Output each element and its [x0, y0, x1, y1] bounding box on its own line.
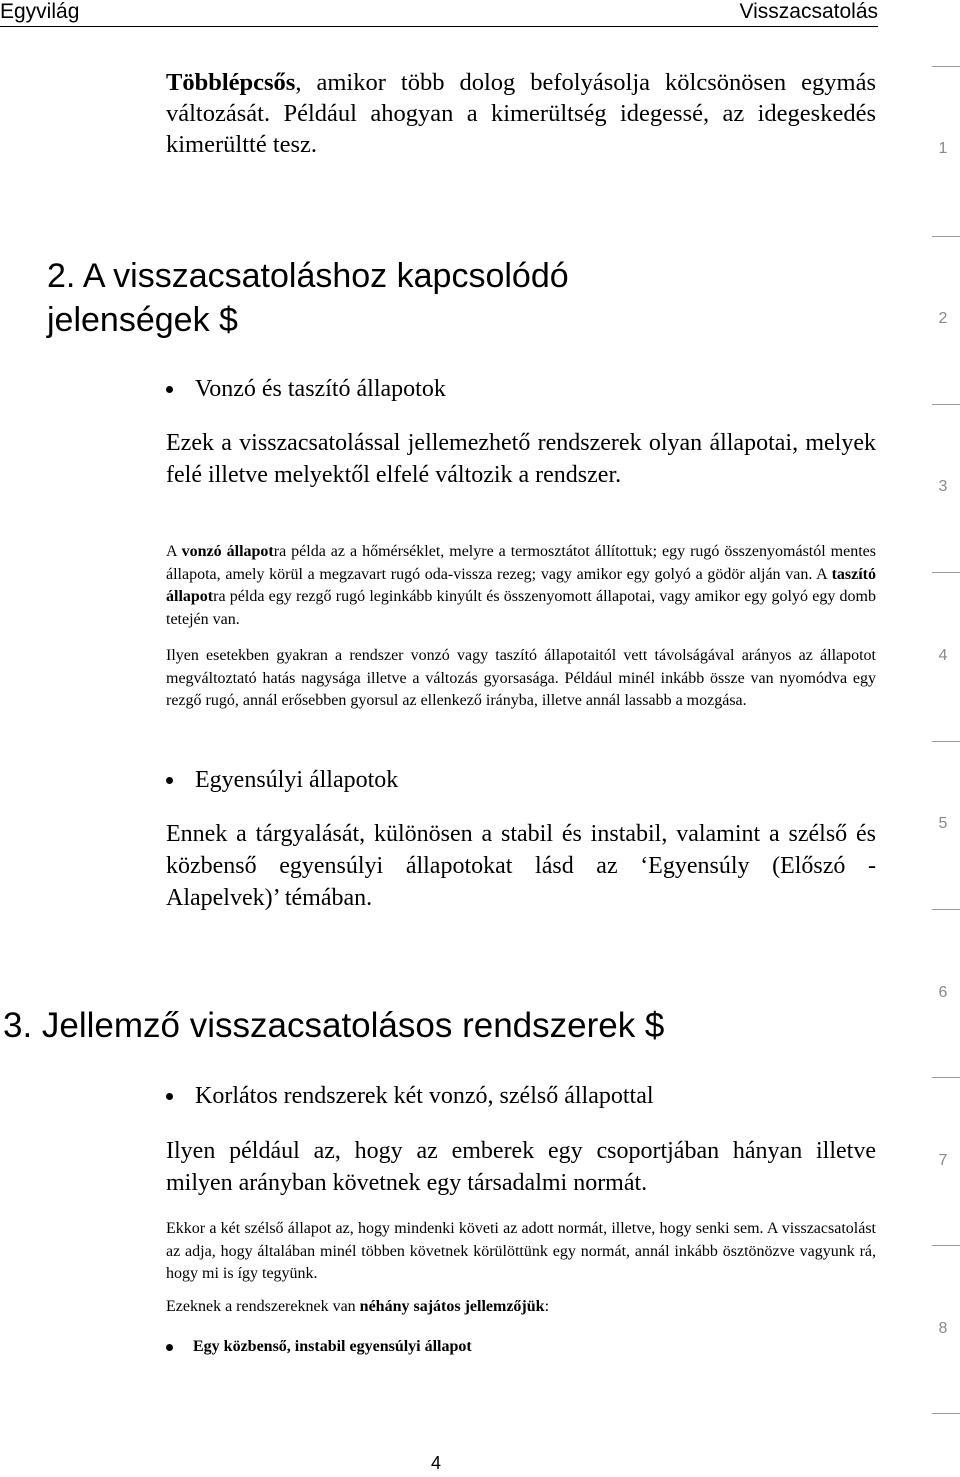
ruler-tick: [932, 909, 960, 910]
bullet-attracting-repelling: [166, 374, 446, 404]
ruler-tick: [932, 1077, 960, 1078]
paragraph-norm-example: Ilyen például az, hogy az emberek egy csoportjában hányan illetve milyen arányban követnek egy társadalmi normát.: [166, 1138, 876, 1196]
ruler-tick: [932, 741, 960, 742]
ruler-tick: [932, 236, 960, 237]
ruler-number: 3: [938, 478, 948, 495]
text-a: Ezeknek a rendszereknek van: [166, 1298, 360, 1315]
ruler-number: 1: [938, 140, 948, 157]
ruler-number: 8: [938, 1320, 948, 1337]
paragraph-states: Ezek a visszacsatolással jellemezhető rendszerek olyan állapotai, melyek felé illetve melyektől elfelé változik a rendszer.: [166, 430, 876, 488]
ruler-tick: [932, 404, 960, 405]
paragraph-extreme-states: Ekkor a két szélső állapot az, hogy mindenki követi az adott normát, illetve, hogy senki sem. A visszacsatolást az adja, hogy általában minél többen követnek körülöttünk egy normát, annál inkább ösztönözve vagyunk rá, hogy mi is így tegyünk.: [166, 1220, 876, 1282]
paragraph-equilibrium: Ennek a tárgyalását, különösen a stabil és instabil, valamint a szélső és közbenső egyensúlyi állapotokat lásd az ‘Egyensúly (Előszó - Alapelvek)’ témában.: [166, 821, 876, 911]
term-attracting-state: vonzó állapot: [181, 543, 274, 560]
ruler-number: 7: [938, 1152, 948, 1169]
bullet-icon: [166, 1093, 173, 1100]
term-characteristics: néhány sajátos jellemzőjük: [359, 1298, 545, 1315]
ruler-tick: [932, 66, 960, 67]
section-2-heading-line2: jelenségek $: [47, 301, 238, 339]
header-right: Visszacsatolás: [739, 0, 878, 23]
text-c: ra példa az a hőmérséklet, melyre a termosztátot állítottuk; egy rugó összenyomástól mentes állapota, amely körül a megzavart rugó oda-vissza rezeg; vagy amikor egy golyó a gödör alján van. A: [166, 543, 877, 583]
bullet-icon: [166, 386, 173, 393]
section-3-heading: 3. Jellemző visszacsatolásos rendszerek $: [3, 1006, 665, 1045]
bullet-label: Egyensúlyi állapotok: [195, 767, 399, 793]
paragraph-distance: Ilyen esetekben gyakran a rendszer vonzó vagy taszító állapotaitól vett távolságával arányos az állapotot megváltoztató hatás nagysága illetve a változás gyorsasága. Például minél inkább össze van nyomódva egy rezgő rugó, annál erősebben gyorsul az ellenkező irányba, illetve annál lassabb a mozgása.: [166, 647, 876, 709]
term-repelling-state: taszító állapot: [166, 565, 876, 605]
paragraph-text: , amikor több dolog befolyásolja kölcsönösen egymás változását. Például ahogyan a kimerültség idegessé, az idegeskedés kimerültté tesz.: [166, 69, 876, 158]
bullet-bounded-systems: [166, 1081, 654, 1111]
bullet-label: Vonzó és taszító állapotok: [195, 376, 446, 402]
bullet-equilibrium: [166, 765, 398, 795]
bullet-label: Korlátos rendszerek két vonzó, szélső állapottal: [195, 1083, 654, 1109]
bullet-icon: [166, 1344, 173, 1351]
page-number: 4: [431, 1453, 442, 1473]
page-header: [0, 0, 878, 27]
term-multistep: Többlépcsős: [166, 69, 296, 96]
paragraph-examples: [166, 541, 876, 631]
bullet-icon: [166, 777, 173, 784]
ruler-tick: [932, 572, 960, 573]
header-left: Egyvilág: [0, 0, 80, 23]
bullet-unstable-equilibrium: [166, 1336, 472, 1358]
section-2-heading: [47, 254, 807, 342]
text-c: :: [544, 1298, 550, 1315]
section-2-heading-line1: 2. A visszacsatoláshoz kapcsolódó: [47, 257, 569, 295]
ruler-number: 2: [938, 310, 948, 327]
ruler-tick: [932, 1413, 960, 1414]
text-a: A: [166, 543, 182, 560]
bullet-label: Egy közbenső, instabil egyensúlyi állapot: [193, 1338, 472, 1355]
paragraph-characteristics: [166, 1296, 876, 1319]
ruler-number: 5: [938, 815, 948, 832]
text-d: ra példa egy rezgő rugó leginkább kinyúlt és összenyomott állapotai, vagy amikor egy golyó egy domb tetején van.: [166, 588, 876, 628]
ruler-number: 4: [938, 647, 948, 664]
ruler-tick: [932, 1245, 960, 1246]
paragraph-multistep: [166, 67, 876, 160]
ruler-number: 6: [938, 984, 948, 1001]
